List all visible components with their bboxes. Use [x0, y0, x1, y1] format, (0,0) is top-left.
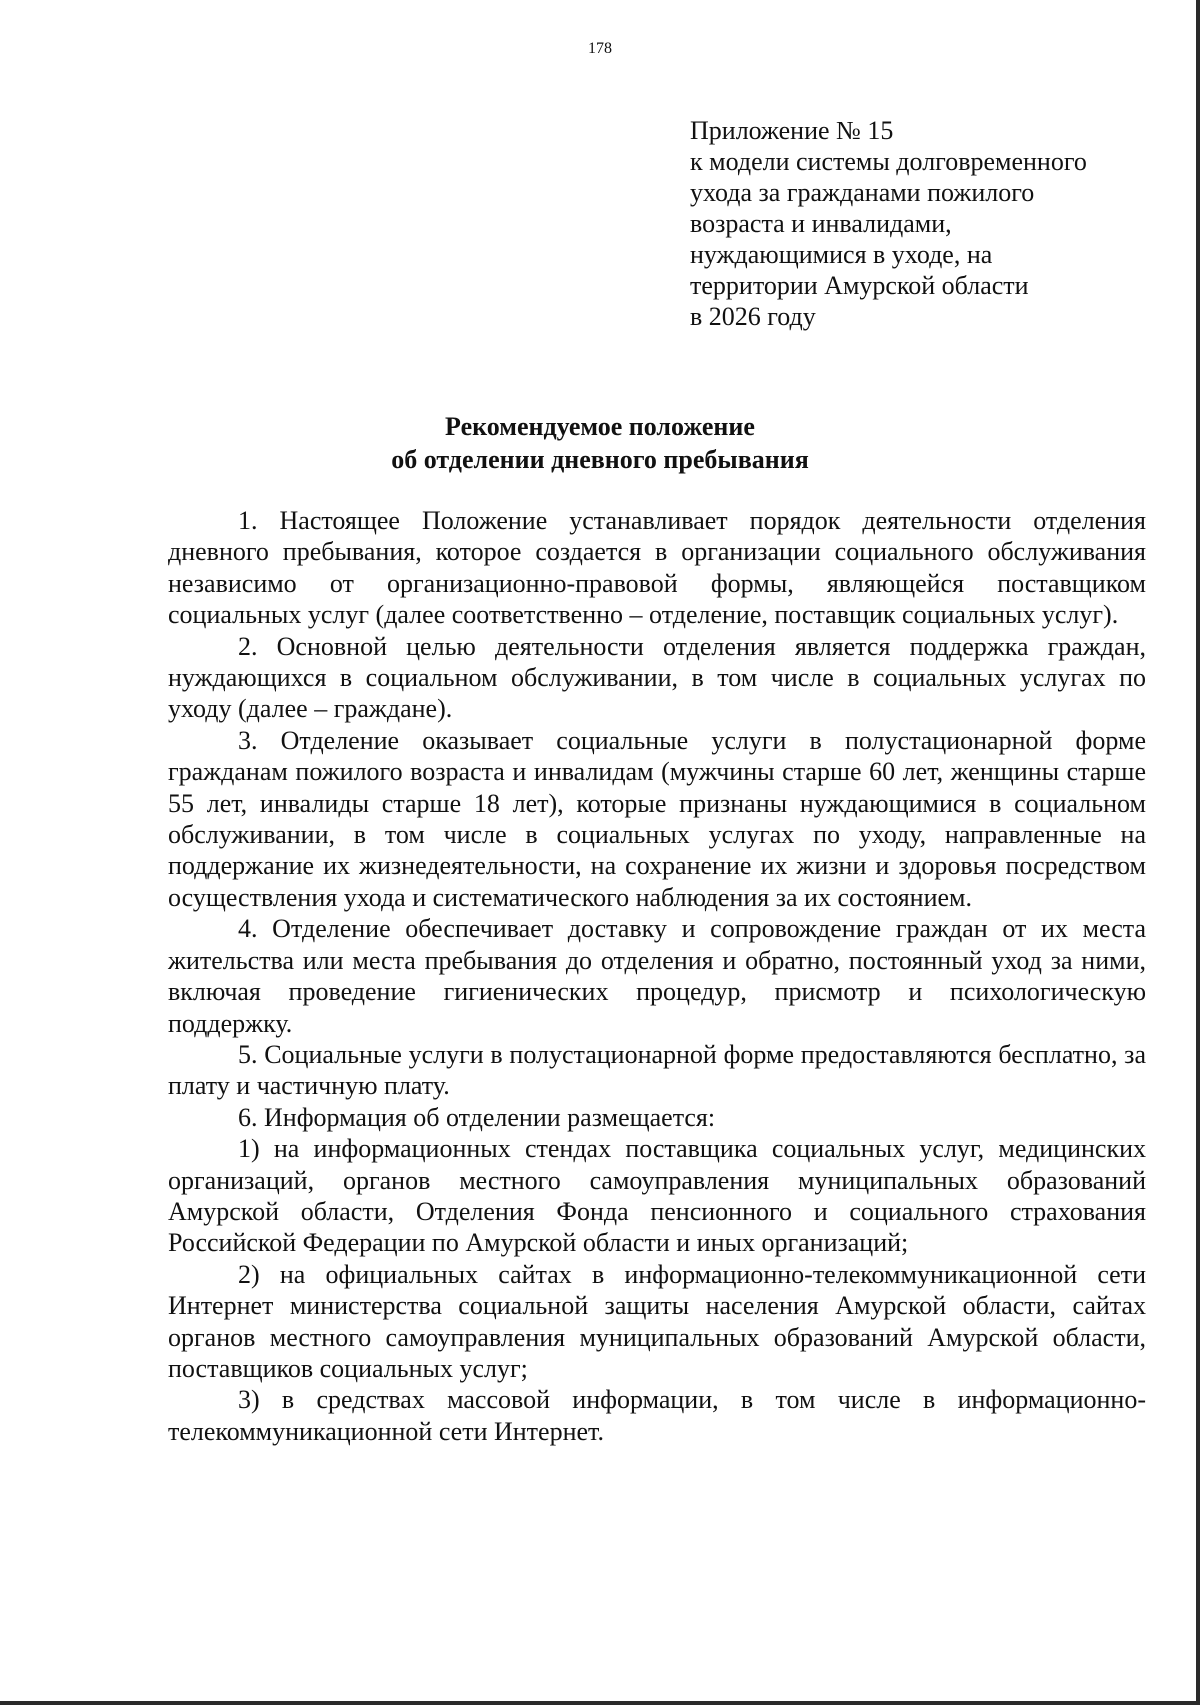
annex-line: к модели системы долговременного [690, 147, 1087, 176]
paragraph-6-item-2: 2) на официальных сайтах в информационно-телекоммуникационной сети Интернет министерства социальной защиты населения Амурской области, сайтах органов местного самоуправления муниципальных образований Амурской области, поставщиков социальных услуг; [168, 1259, 1146, 1383]
paragraph-1: 1. Настоящее Положение устанавливает порядок деятельности отделения дневного пребывания, которое создается в организации социального обслуживания независимо от организационно-правовой формы, являющейся поставщиком социальных услуг (далее соответственно – отделение, поставщик социальных услуг). [168, 506, 1146, 630]
title-line-1: Рекомендуемое положение [445, 412, 755, 441]
paragraph-5: 5. Социальные услуги в полустационарной форме предоставляются бесплатно, за плату и частичную плату. [168, 1039, 1146, 1101]
annex-heading [690, 115, 1130, 332]
document-body [168, 505, 1146, 1447]
scan-edge-right [1196, 0, 1200, 1705]
paragraph-6-item-3: 3) в средствах массовой информации, в том числе в информационно-телекоммуникационной сети Интернет. [168, 1385, 1146, 1446]
paragraph-4: 4. Отделение обеспечивает доставку и сопровождение граждан от их места жительства или места пребывания до отделения и обратно, постоянный уход за ними, включая проведение гигиенических процедур, присмотр и психологическую поддержку. [168, 914, 1146, 1038]
paragraph-6: 6. Информация об отделении размещается: [238, 1102, 716, 1132]
title-line-2: об отделении дневного пребывания [391, 445, 809, 474]
document-title [0, 410, 1200, 476]
annex-line: Приложение № 15 [690, 116, 894, 145]
annex-line: в 2026 году [690, 302, 816, 331]
paragraph-2: 2. Основной целью деятельности отделения является поддержка граждан, нуждающихся в социальном обслуживании, в том числе в социальных услугах по уходу (далее – граждане). [168, 631, 1146, 724]
page-number: 178 [588, 40, 612, 57]
annex-line: ухода за гражданами пожилого [690, 178, 1035, 207]
annex-line: нуждающимися в уходе, на [690, 240, 993, 269]
annex-line: возраста и инвалидами, [690, 209, 952, 238]
scan-edge-bottom [0, 1701, 1200, 1705]
paragraph-3: 3. Отделение оказывает социальные услуги в полустационарной форме гражданам пожилого возраста и инвалидам (мужчины старше 60 лет, женщины старше 55 лет, инвалиды старше 18 лет), которые признаны нуждающимися в социальном обслуживании, в том числе в социальных услугах по уходу, направленные на поддержание их жизнедеятельности, на сохранение их жизни и здоровья посредством осуществления ухода и систематического наблюдения за их состоянием. [168, 725, 1146, 912]
annex-line: территории Амурской области [690, 271, 1029, 300]
paragraph-6-item-1: 1) на информационных стендах поставщика социальных услуг, медицинских организаций, органов местного самоуправления муниципальных образований Амурской области, Отделения Фонда пенсионного и социального страхования Российской Федерации по Амурской области и иных организаций; [168, 1134, 1146, 1258]
